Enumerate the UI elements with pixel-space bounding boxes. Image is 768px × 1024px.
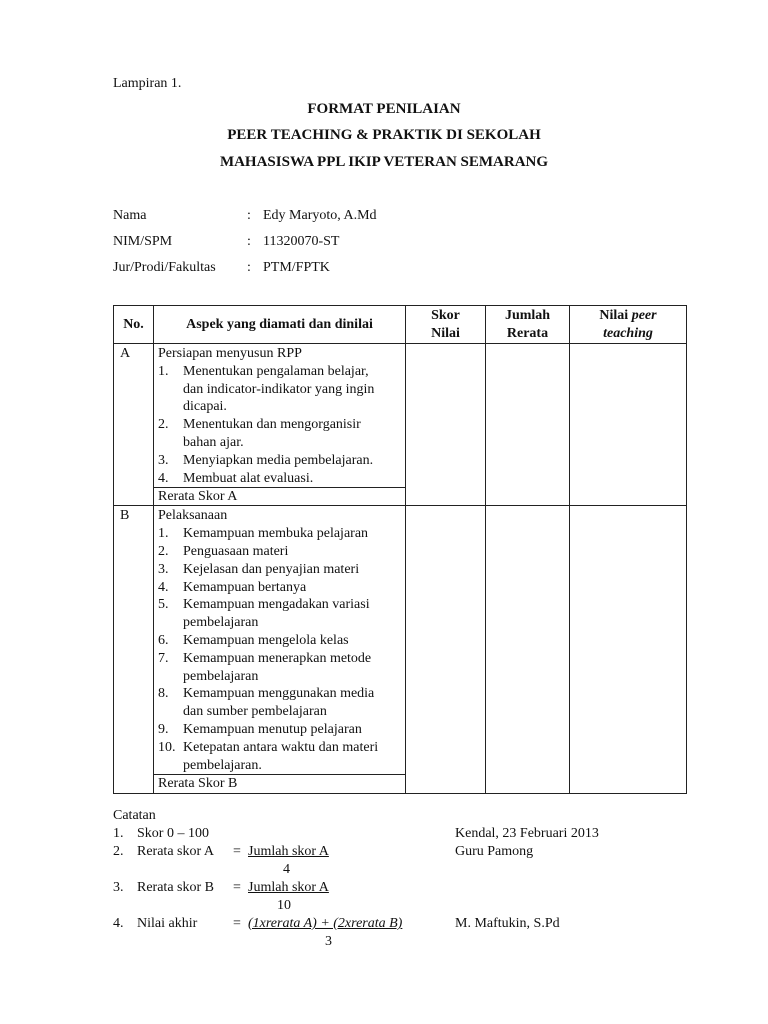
catatan-rerata-a-label: Rerata skor A [137,844,214,859]
section-a-no: A [114,344,154,506]
section-b-body [154,506,406,775]
list-item-text: Kemampuan menutup pelajaran [183,721,362,737]
catatan-num-3: 3. [113,880,124,895]
section-b-rerata: Rerata Skor B [154,775,406,794]
list-item-number: 8. [158,686,169,702]
info-value: Edy Maryoto, A.Md [263,208,377,223]
list-item [158,650,405,686]
list-item [158,721,405,739]
info-colon: : [247,234,251,249]
list-item-text: Menentukan pengalaman belajar, [183,363,369,379]
section-b-title: Pelaksanaan [158,508,228,524]
section-a-skor-cell [406,344,486,506]
info-label: Nama [113,208,147,223]
list-item-text: Menentukan dan mengorganisir [183,417,361,433]
section-a-rerata: Rerata Skor A [154,488,406,506]
section-a-row [114,344,687,488]
list-item-text: Menyiapkan media pembelajaran. [183,452,374,468]
header-jumlah [486,306,570,344]
list-item [158,525,405,543]
section-a-body [154,344,406,488]
header-nilai-italic: peer [631,307,657,323]
section-b-list [158,525,405,774]
info-value: PTM/FPTK [263,260,330,275]
catatan-nilai-akhir-label: Nilai akhir [137,916,198,931]
list-item-number: 10. [158,739,176,755]
header-nilai-line1: Nilai [599,307,632,323]
header-skor-line1: Skor [431,307,460,323]
info-colon: : [247,208,251,223]
list-item-text: Ketepatan antara waktu dan materi [183,739,379,755]
list-item-text: dan indicator-indikator yang ingin [183,381,375,397]
list-item-text: Penguasaan materi [183,543,289,559]
list-item-number: 4. [158,579,169,595]
table-header-row [114,306,687,344]
list-item-number: 2. [158,417,169,433]
list-item-number: 9. [158,721,169,737]
list-item-text: Kemampuan menerapkan metode [183,650,372,666]
catatan-rerata-b-label: Rerata skor B [137,880,214,895]
catatan-eq-2: = [233,844,241,859]
lampiran-label: Lampiran 1. [113,76,182,91]
section-b-skor-cell [406,506,486,794]
section-b-nilai-cell [570,506,687,794]
list-item [158,596,405,632]
catatan-heading: Catatan [113,808,156,823]
info-label: Jur/Prodi/Fakultas [113,260,216,275]
catatan-rerata-b-numerator: Jumlah skor A [248,880,329,895]
header-jumlah-line1: Jumlah [504,307,551,323]
list-item-text: pembelajaran [183,615,259,631]
catatan-rerata-b-denominator: 10 [277,898,291,913]
section-a-nilai-cell [570,344,687,506]
list-item-text: Kemampuan membuka pelajaran [183,526,369,542]
info-label: NIM/SPM [113,234,173,249]
list-item [158,739,405,775]
catatan-nilai-akhir-numerator: (1xrerata A) + (2xrerata B) [248,916,403,931]
catatan-rerata-a-numerator: Jumlah skor A [248,844,329,859]
signature-place-date: Kendal, 23 Februari 2013 [455,826,599,841]
list-item-number: 5. [158,597,169,613]
list-item-text: Kemampuan mengelola kelas [183,632,349,648]
signature-name: M. Maftukin, S.Pd [455,916,560,931]
section-a-list [158,363,405,488]
list-item-number: 2. [158,543,169,559]
list-item-number: 4. [158,470,169,486]
list-item-number: 1. [158,526,169,542]
list-item-text: Membuat alat evaluasi. [183,470,314,486]
header-aspek: Aspek yang diamati dan dinilai [154,306,406,344]
section-b-row [114,506,687,775]
title-line-1: FORMAT PENILAIAN [307,101,461,117]
list-item [158,416,405,452]
list-item-number: 6. [158,632,169,648]
list-item-text: pembelajaran [183,668,259,684]
list-item [158,363,405,416]
title-line-3: MAHASISWA PPL IKIP VETERAN SEMARANG [219,154,549,170]
list-item [158,632,405,650]
list-item [158,579,405,597]
list-item [158,470,405,488]
list-item-text: dicapai. [183,399,227,415]
header-no: No. [114,306,154,344]
info-colon: : [247,260,251,275]
list-item-text: Kemampuan menggunakan media [183,686,375,702]
catatan-num-1: 1. [113,826,124,841]
list-item-text: pembelajaran. [183,757,262,773]
list-item [158,543,405,561]
list-item [158,561,405,579]
section-a-title: Persiapan menyusun RPP [158,346,302,361]
list-item-text: bahan ajar. [183,434,244,450]
header-nilai-line2: teaching [603,325,653,341]
header-jumlah-line2: Rerata [506,325,549,341]
section-b-jumlah-cell [486,506,570,794]
catatan-nilai-akhir-denominator: 3 [325,934,332,949]
list-item-number: 3. [158,561,169,577]
catatan-num-2: 2. [113,844,124,859]
assessment-table [113,305,687,794]
section-a-jumlah-cell [486,344,570,506]
header-skor [406,306,486,344]
catatan-rerata-a-denominator: 4 [283,862,290,877]
list-item [158,452,405,470]
catatan-skor: Skor 0 – 100 [137,826,209,841]
list-item-number: 3. [158,452,169,468]
header-skor-line2: Nilai [431,325,460,341]
catatan-eq-4: = [233,916,241,931]
title-line-2: PEER TEACHING & PRAKTIK DI SEKOLAH [227,127,541,143]
header-nilai [570,306,687,344]
list-item-number: 7. [158,650,169,666]
list-item-number: 1. [158,363,169,379]
info-value: 11320070-ST [263,234,340,249]
list-item-text: dan sumber pembelajaran [183,704,327,720]
list-item [158,685,405,721]
signature-role: Guru Pamong [455,844,534,859]
list-item-text: Kejelasan dan penyajian materi [183,561,360,577]
section-b-no: B [114,506,154,794]
list-item-text: Kemampuan bertanya [183,579,307,595]
catatan-num-4: 4. [113,916,124,931]
catatan-eq-3: = [233,880,241,895]
list-item-text: Kemampuan mengadakan variasi [183,597,370,613]
